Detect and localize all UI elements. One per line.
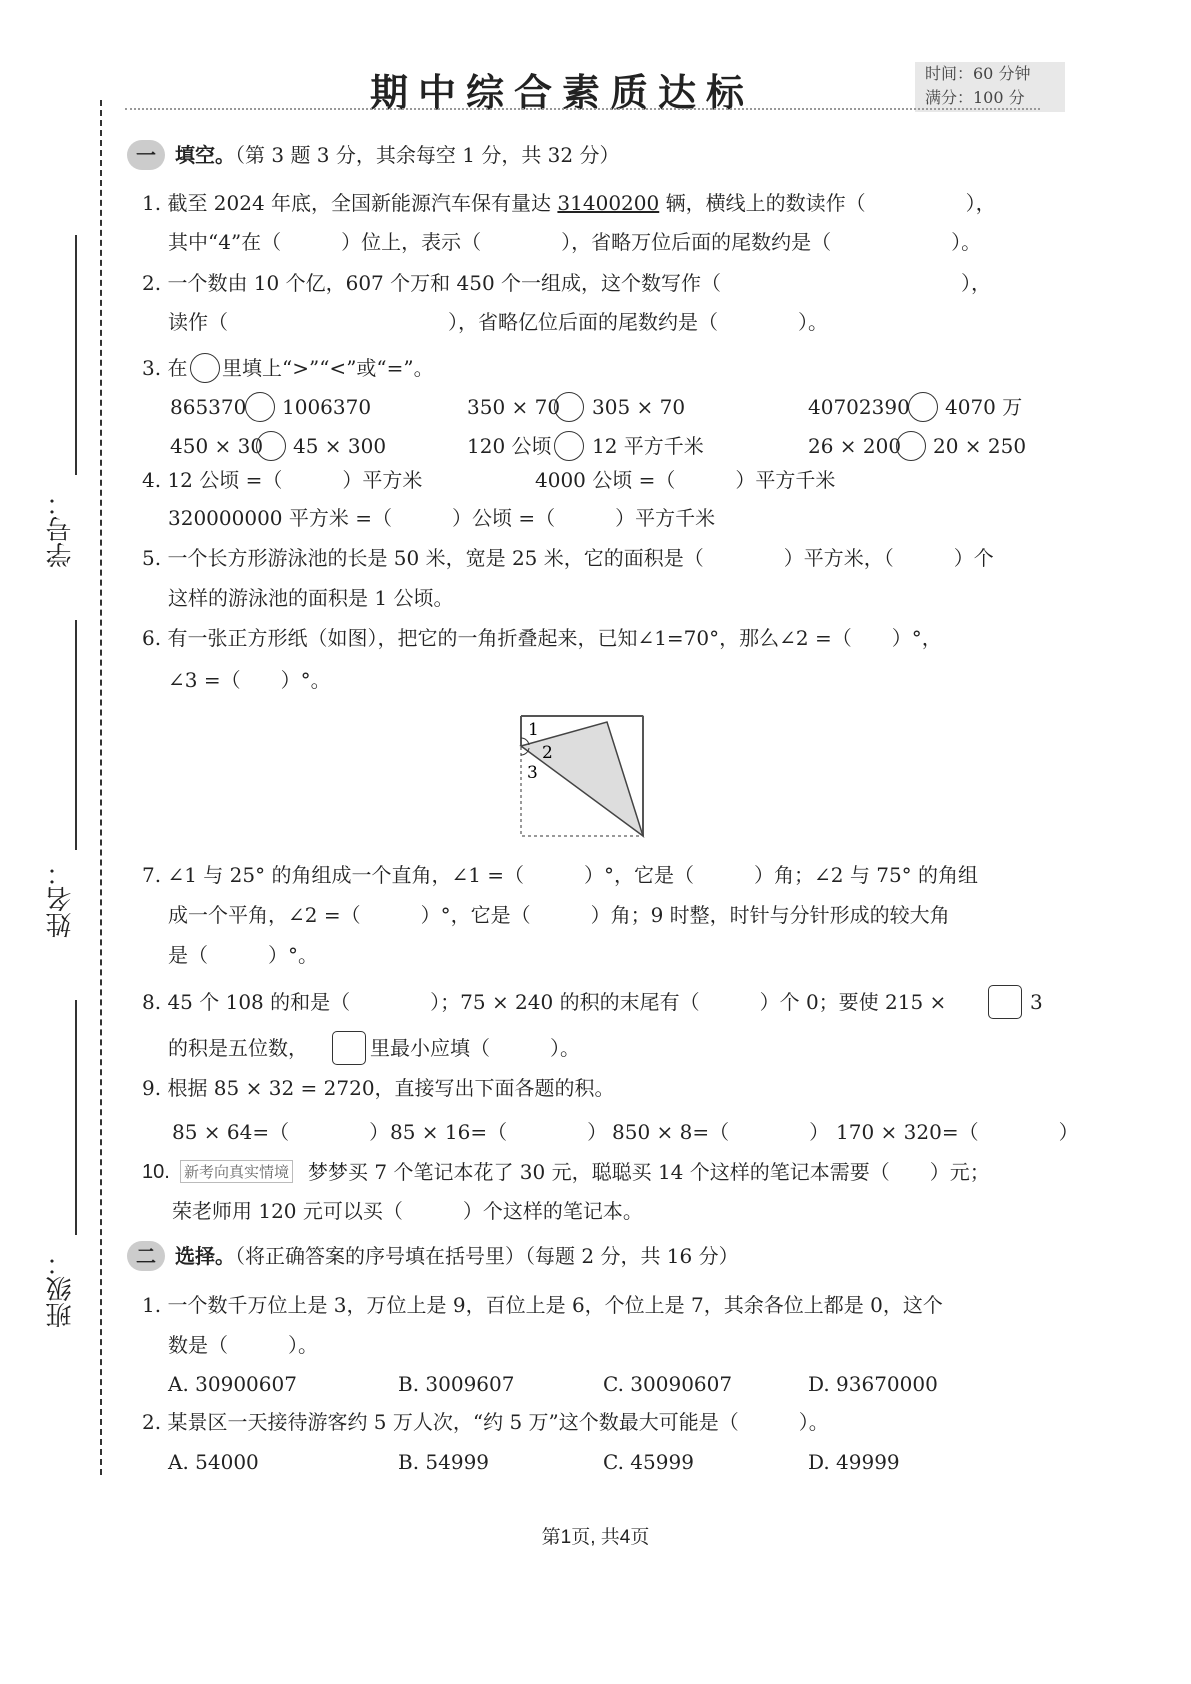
page-title: 期中综合素质达标 xyxy=(370,70,755,115)
digit-box-ref xyxy=(332,1031,366,1065)
class-field[interactable] xyxy=(75,1000,77,1235)
question-10: 梦梦买 7 个笔记本花了 30 元，聪聪买 14 个这样的笔记本需要（ ）元； xyxy=(308,1160,990,1184)
compare-circle[interactable] xyxy=(554,431,584,461)
section-badge: 一 xyxy=(127,140,165,170)
option[interactable]: C. 45999 xyxy=(603,1450,694,1474)
option[interactable]: B. 54999 xyxy=(398,1450,490,1474)
question-6: 6. 有一张正方形纸（如图），把它的一角折叠起来，已知∠1=70°，那么∠2 =（ ）°， xyxy=(142,626,942,650)
compare-circle[interactable] xyxy=(908,392,938,422)
angle-3-label: 3 xyxy=(527,763,538,783)
question-2-cont: 读作（ ），省略亿位后面的尾数约是（ ）。 xyxy=(168,310,828,334)
option[interactable]: A. 54000 xyxy=(168,1450,259,1474)
section-note: （第 3 题 3 分，其余每空 1 分，共 32 分） xyxy=(235,143,620,167)
student-id-label: 学号： xyxy=(46,490,76,568)
choice-1: 1. 一个数千万位上是 3，万位上是 9，百位上是 6，个位上是 7，其余各位上都是 0，这个 xyxy=(142,1293,943,1317)
compare-circle[interactable] xyxy=(554,392,584,422)
option[interactable]: D. 49999 xyxy=(808,1450,900,1474)
question-1-cont: 其中“4”在（ ）位上，表示（ ），省略万位后面的尾数约是（ ）。 xyxy=(168,230,982,254)
question-8: 8. 45 个 108 的和是（ ）；75 × 240 的积的末尾有（ ）个 0；要使 215 × xyxy=(142,990,947,1014)
angle-2-label: 2 xyxy=(542,743,553,763)
option[interactable]: B. 3009607 xyxy=(398,1372,515,1396)
question-5: 5. 一个长方形游泳池的长是 50 米，宽是 25 米，它的面积是（ ）平方米，（ ）个 xyxy=(142,546,994,570)
folded-square-figure xyxy=(515,710,650,840)
header-divider xyxy=(125,108,1040,110)
compare-circle[interactable] xyxy=(245,392,275,422)
compare-circle[interactable] xyxy=(256,431,286,461)
full-score: 满分：100 分 xyxy=(925,88,1025,107)
option[interactable]: A. 30900607 xyxy=(168,1372,297,1396)
angle-1-label: 1 xyxy=(528,720,539,740)
student-name-label: 姓名： xyxy=(46,860,76,938)
section-note: （将正确答案的序号填在括号里）（每题 2 分，共 16 分） xyxy=(235,1244,739,1268)
time-limit: 时间：60 分钟 xyxy=(925,64,1031,83)
option[interactable]: C. 30090607 xyxy=(603,1372,733,1396)
class-label: 班级： xyxy=(46,1250,76,1328)
question-1: 1. 截至 2024 年底，全国新能源汽车保有量达 31400200 辆，横线上的数读作（ ）， xyxy=(142,191,996,215)
page-number: 第1页, 共4页 xyxy=(541,1527,650,1548)
question-3: 3. 在 xyxy=(142,356,188,380)
question-9: 9. 根据 85 × 32 = 2720，直接写出下面各题的积。 xyxy=(142,1076,615,1100)
student-id-field[interactable] xyxy=(75,235,77,475)
option[interactable]: D. 93670000 xyxy=(808,1372,938,1396)
time-score-box xyxy=(915,62,1065,112)
binding-line xyxy=(100,100,102,1475)
digit-box[interactable] xyxy=(988,985,1022,1019)
new-trend-tag: 新考向真实情境 xyxy=(180,1160,293,1183)
question-4: 4. 12 公顷 =（ ）平方米 xyxy=(142,468,423,492)
compare-circle[interactable] xyxy=(896,431,926,461)
question-2: 2. 一个数由 10 个亿，607 个万和 450 个一组成，这个数写作（ ）， xyxy=(142,271,992,295)
section-title: 选择。 xyxy=(175,1244,235,1268)
student-name-field[interactable] xyxy=(75,620,77,850)
section-badge: 二 xyxy=(127,1241,165,1271)
section-title: 填空。 xyxy=(175,143,235,167)
question-7: 7. ∠1 与 25° 的角组成一个直角，∠1 =（ ）°，它是（ ）角；∠2 与 75° 的角组 xyxy=(142,863,979,887)
choice-2: 2. 某景区一天接待游客约 5 万人次，“约 5 万”这个数最大可能是（ ）。 xyxy=(142,1410,829,1434)
compare-circle xyxy=(190,353,220,383)
